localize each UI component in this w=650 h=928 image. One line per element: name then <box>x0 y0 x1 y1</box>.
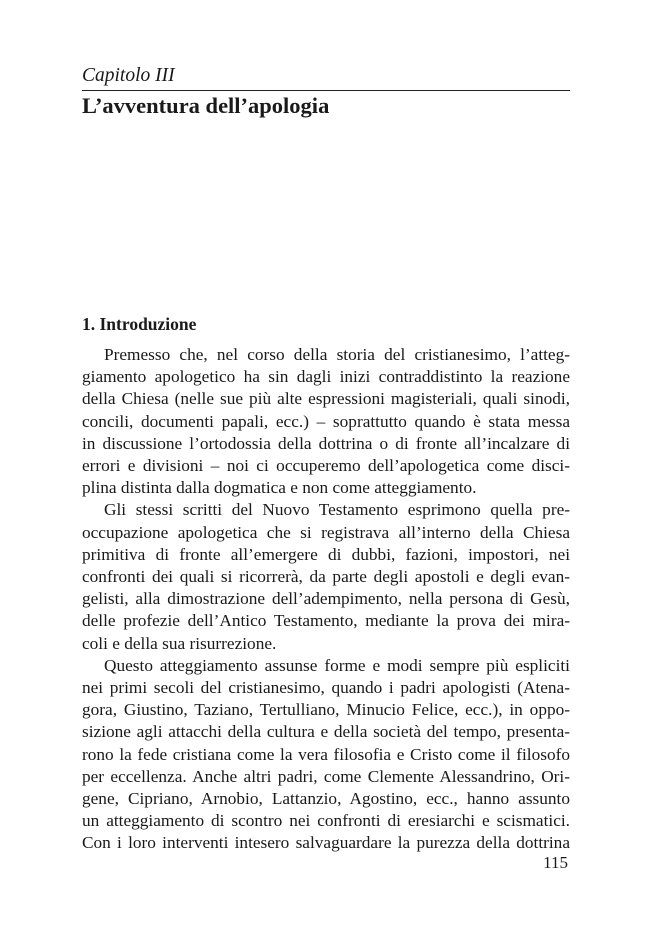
text-line: Gli stessi scritti del Nuovo Testamento esprimono quella pre- <box>104 500 570 520</box>
text-line: occupazione apologetica che si registrava all’interno della Chiesa <box>82 522 570 542</box>
text-line: rono la fede cristiana come la vera filosofia e Cristo come il filosofo <box>82 744 570 764</box>
text-line: gene, Cipriano, Arnobio, Lattanzio, Agostino, ecc., hanno assunto <box>82 789 570 809</box>
text-line: errori e divisioni – noi ci occuperemo dell’apologetica come disci- <box>82 456 570 476</box>
text-line: in discussione l’ortodossia della dottrina o di fronte all’incalzare di <box>82 433 570 453</box>
text-line: nei primi secoli del cristianesimo, quando i padri apologisti (Atena- <box>82 678 570 698</box>
section-heading: 1. Introduzione <box>82 314 197 334</box>
text-line: Questo atteggiamento assunse forme e modi sempre più espliciti <box>104 655 570 675</box>
chapter-label: Capitolo III <box>82 65 175 86</box>
text-line: coli e della sua risurrezione. <box>82 633 277 653</box>
text-line: gelisti, alla dimostrazione dell’adempimento, nella persona di Gesù, <box>82 589 570 609</box>
text-line: plina distinta dalla dogmatica e non come atteggiamento. <box>82 478 477 498</box>
text-line: gora, Giustino, Taziano, Tertulliano, Minucio Felice, ecc.), in oppo- <box>82 700 570 720</box>
text-line: un atteggiamento di scontro nei confronti di eresiarchi e scismatici. <box>82 811 570 831</box>
text-line: concili, documenti papali, ecc.) – soprattutto quando è stata messa <box>82 411 570 431</box>
text-line: giamento apologetico ha sin dagli inizi contraddistinto la reazione <box>82 367 570 387</box>
text-line: Premesso che, nel corso della storia del cristianesimo, l’atteg- <box>104 345 570 364</box>
header-rule <box>82 90 570 91</box>
text-line: Con i loro interventi intesero salvaguardare la purezza della dottrina <box>82 833 570 853</box>
text-line: della Chiesa (nelle sue più alte espressioni magisteriali, quali sinodi, <box>82 389 570 409</box>
page-number: 115 <box>543 853 568 872</box>
text-line: per eccellenza. Anche altri padri, come Clemente Alessandrino, Ori- <box>82 766 570 786</box>
text-line: confronti dei quali si ricorrerà, da parte degli apostoli e degli evan- <box>82 567 570 587</box>
text-line: sizione agli attacchi della cultura e della società del tempo, presenta- <box>82 722 570 742</box>
body-text <box>82 344 570 855</box>
text-line: delle profezie dell’Antico Testamento, mediante la prova dei mira- <box>82 611 570 631</box>
text-line: primitiva di fronte all’emergere di dubbi, fazioni, impostori, nei <box>82 544 570 564</box>
chapter-title: L’avventura dell’apologia <box>82 93 330 118</box>
